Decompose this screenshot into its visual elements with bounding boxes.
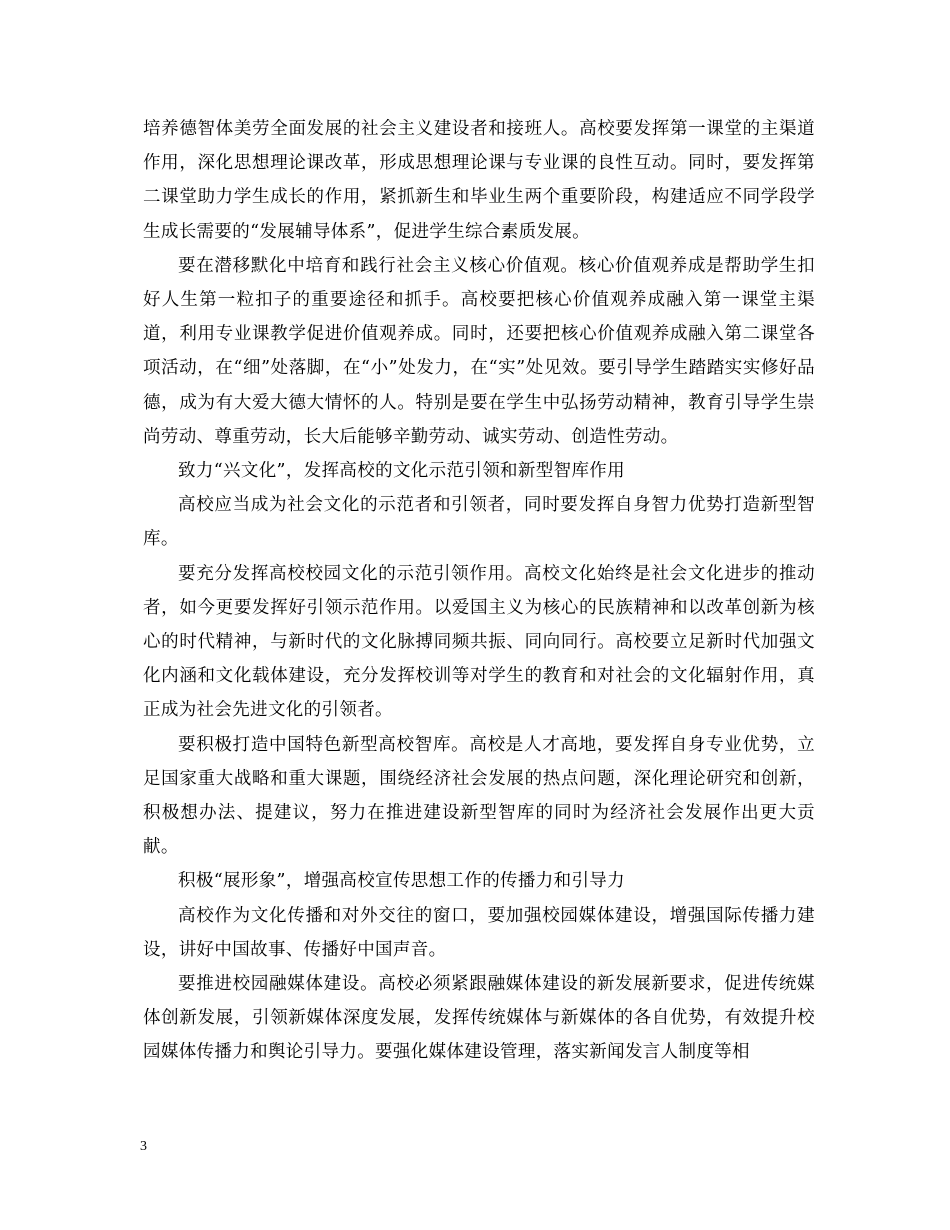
page-number: 3 xyxy=(140,1139,147,1154)
body-text xyxy=(143,112,815,1070)
section-heading: 致力“兴文化”，发挥高校的文化示范引领和新型智库作用 xyxy=(178,461,625,482)
paragraph: 要推进校园融媒体建设。高校必须紧跟融媒体建设的新发展新要求，促进传统媒体创新发展，引领新媒体深度发展，发挥传统媒体与新媒体的各自优势，有效提升校园媒体传播力和舆论引导力。要强化媒体建设管理，落实新闻发言人制度等相 xyxy=(143,974,815,1063)
paragraph: 培养德智体美劳全面发展的社会主义建设者和接班人。高校要发挥第一课堂的主渠道作用，深化思想理论课改革，形成思想理论课与专业课的良性互动。同时，要发挥第二课堂助力学生成长的作用，紧抓新生和毕业生两个重要阶段，构建适应不同学段学生成长需要的“发展辅导体系”，促进学生综合素质发展。 xyxy=(143,119,815,242)
paragraph: 要积极打造中国特色新型高校智库。高校是人才高地，要发挥自身专业优势，立足国家重大战略和重大课题，围绕经济社会发展的热点问题，深化理论研究和创新，积极想办法、提建议，努力在推进建设新型智库的同时为经济社会发展作出更大贡献。 xyxy=(143,734,815,858)
section-heading: 积极“展形象”，增强高校宣传思想工作的传播力和引导力 xyxy=(178,871,625,892)
paragraph: 要在潜移默化中培育和践行社会主义核心价值观。核心价值观养成是帮助学生扣好人生第一粒扣子的重要途径和抓手。高校要把核心价值观养成融入第一课堂主渠道，利用专业课教学促进价值观养成。同时，还要把核心价值观养成融入第二课堂各项活动，在“细”处落脚，在“小”处发力，在“实”处见效。要引导学生踏踏实实修好品德，成为有大爱大德大情怀的人。特别是要在学生中弘扬劳动精神，教育引导学生崇尚劳动、尊重劳动，长大后能够辛勤劳动、诚实劳动、创造性劳动。 xyxy=(143,255,815,447)
paragraph: 高校应当成为社会文化的示范者和引领者，同时要发挥自身智力优势打造新型智库。 xyxy=(143,495,815,550)
paragraph: 高校作为文化传播和对外交往的窗口，要加强校园媒体建设，增强国际传播力建设，讲好中国故事、传播好中国声音。 xyxy=(143,905,815,960)
paragraph: 要充分发挥高校校园文化的示范引领作用。高校文化始终是社会文化进步的推动者，如今更要发挥好引领示范作用。以爱国主义为核心的民族精神和以改革创新为核心的时代精神，与新时代的文化脉搏同频共振、同向同行。高校要立足新时代加强文化内涵和文化载体建设，充分发挥校训等对学生的教育和对社会的文化辐射作用，真正成为社会先进文化的引领者。 xyxy=(143,563,815,721)
